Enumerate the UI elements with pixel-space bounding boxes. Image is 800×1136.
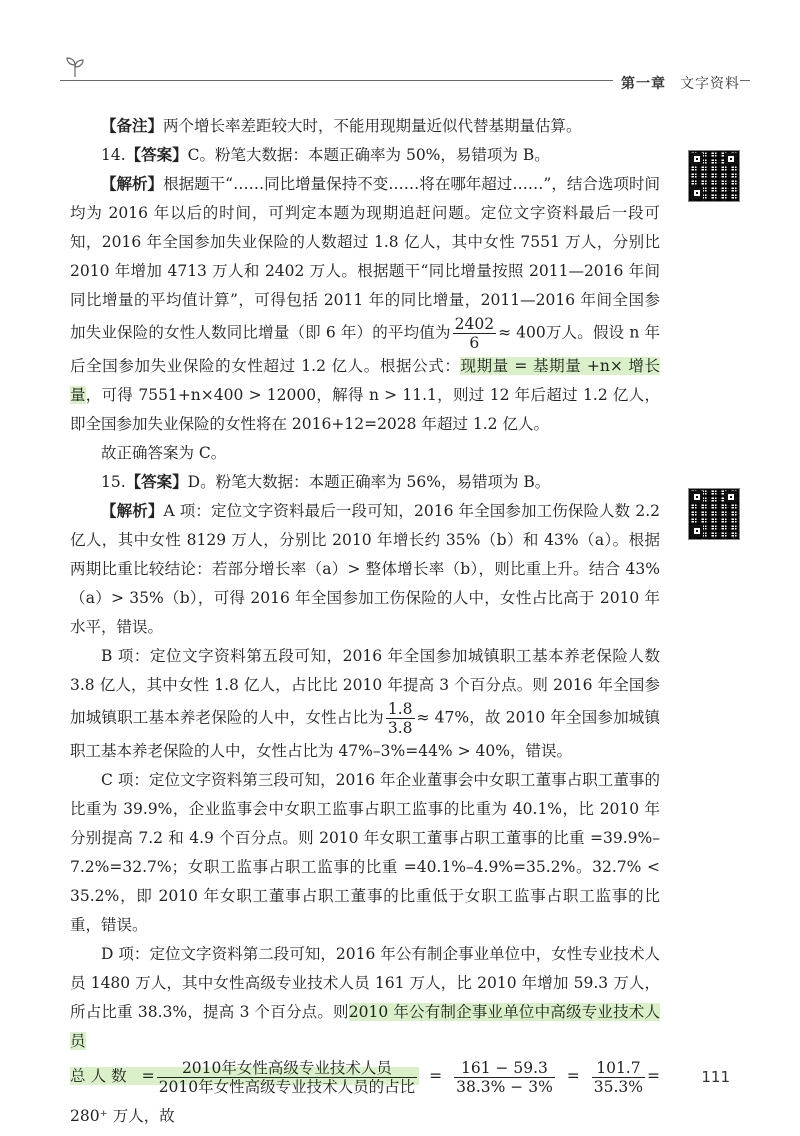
highlight: 2010 年公有制企事业单位中高级专业技术人员 bbox=[70, 1003, 661, 1050]
fraction: $\frac{1.8}{3.8}$ bbox=[387, 700, 413, 737]
q14-conclusion: 故正确答案为 C。 bbox=[101, 444, 227, 462]
leaf-icon bbox=[62, 55, 88, 81]
chapter-number: 第一章 bbox=[621, 76, 666, 92]
formula-highlight: 现期量 = 基期量 +n× 增长量 bbox=[70, 357, 660, 404]
page-number: 111 bbox=[701, 1068, 730, 1086]
page-content bbox=[70, 112, 660, 1136]
qr-code-icon[interactable] bbox=[688, 150, 740, 202]
q14-answer-paragraph: 14.【答案】C。粉笔大数据：本题正确率为 50%，易错项为 B。 bbox=[101, 146, 550, 164]
qr-code-icon[interactable] bbox=[688, 488, 740, 540]
chapter-header bbox=[613, 73, 740, 93]
fraction: $\frac{2402}{6}$ bbox=[454, 315, 495, 352]
q15-analysis-b: B 项：定位文字资料第五段可知，2016 年全国参加城镇职工基本养老保险人数 3.8 亿人，其中女性 1.8 亿人，占比比 2010 年提高 3 个百分点。则 2016 年全国参加城镇职工基本养老保险的人中，女性占比为 $\frac{1.8}{3.8}$ ≈ 47%，故 2010 年全国参加城镇职工基本养老保险的人中，女性占比为 47%–3%=44% > 40%，错误。 bbox=[70, 647, 660, 760]
q15-analysis-d: D 项：定位文字资料第二段可知，2016 年公有制企事业单位中，女性专业技术人员 1480 万人，其中女性高级专业技术人员 161 万人，比 2010 年增加 59.3 万人，所占比重 38.3%，提高 3 个百分点。则2010 年公有制企事业单位中高级专业技术人员 bbox=[70, 945, 661, 1050]
q15-analysis-a: 【解析】A 项：定位文字资料最后一段可知，2016 年全国参加工伤保险人数 2.2 亿人，其中女性 8129 万人，分别比 2010 年增长约 35%（b）和 43%（a）。根据两期比重比较结论：若部分增长率（a）> 整体增长率（b），则比重上升。结合 43%（a）> 35%（b），可得 2016 年全国参加工伤保险的人中，女性占比高于 2010 年水平，错误。 bbox=[70, 502, 660, 636]
q14-analysis-paragraph: 【解析】根据题干“……同比增量保持不变……将在哪年超过……”，结合选项时间均为 2016 年以后的时间，可判定本题为现期追赶问题。定位文字资料最后一段可知，2016 年全国参加失业保险的人数超过 1.8 亿人，其中女性 7551 万人，分别比 2010 年增加 4713 万人和 2402 万人。根据题干“同比增量按照 2011—2016 年间同比增量的平均值计算”，可得包括 2011 年的同比增量，2011—2016 年间全国参加失业保险的女性人数同比增量（即 6 年）的平均值为 $\frac{2402}{6}$ ≈ 400万人。假设 n 年后全国参加失业保险的女性超过 1.2 亿人。根据公式：现期量 = 基期量 +n× 增长量，可得 7551+n×400 > 12000，解得 n > 11.1，则过 12 年后超过 1.2 亿人，即全国参加失业保险的女性将在 2016+12=2028 年超过 1.2 亿人。 bbox=[70, 175, 660, 433]
q15-analysis-c: C 项：定位文字资料第三段可知，2016 年企业董事会中女职工董事占职工董事的比重为 39.9%，企业监事会中女职工监事占职工监事的比重为 40.1%，比 2010 年分别提高 7.2 和 4.9 个百分点。则 2010 年女职工董事占职工董事的比重 =39.9%–7.2%=32.7%；女职工监事占职工监事的比重 =40.1%–4.9%=35.2%。32.7% < 35.2%，即 2010 年女职工董事占职工董事的比重低于女职工监事占职工监事的比重，错误。 bbox=[70, 771, 660, 934]
note-paragraph: 【备注】两个增长率差距较大时，不能用现期量近似代替基期量估算。 bbox=[101, 117, 582, 135]
formula-highlight: 总人数 = $\frac{\text{2010年女性高级专业技术人员}}{\text{2010年女性高级专业技术人员的占比}}$ bbox=[70, 1067, 419, 1085]
q15-formula: 总人数 = $\frac{\text{2010年女性高级专业技术人员}}{\text{2010年女性高级专业技术人员的占比}}$ = $\frac{161 - 59.3}{38.3\% - 3\%}$ = $\frac{101.7}{35.3\%}$ = 280⁺ 万人，故 bbox=[70, 1058, 661, 1125]
chapter-title: 文字资料 bbox=[680, 76, 740, 92]
q15-answer-paragraph: 15.【答案】D。粉笔大数据：本题正确率为 56%，易错项为 B。 bbox=[101, 473, 551, 491]
